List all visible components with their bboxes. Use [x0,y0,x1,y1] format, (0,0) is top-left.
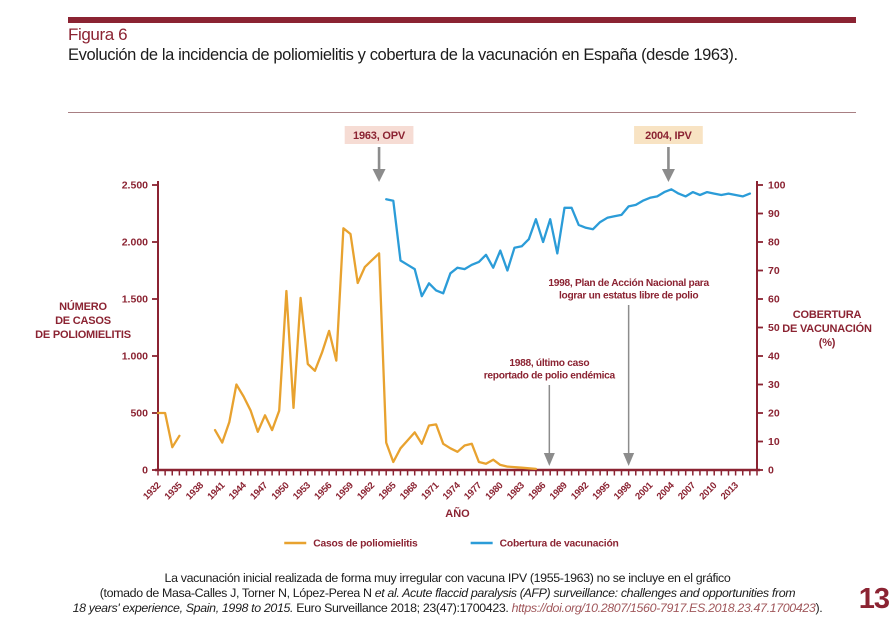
svg-text:1938: 1938 [184,480,206,503]
svg-text:1968: 1968 [397,480,420,503]
caption-text: et al. Acute flaccid paralysis (AFP) surveillance: challenges and opportunities from [374,585,796,600]
x-axis [141,471,757,520]
svg-text:80: 80 [768,236,780,249]
svg-text:40: 40 [768,350,780,363]
svg-text:1971: 1971 [419,480,442,503]
svg-text:100: 100 [768,179,786,192]
svg-text:1944: 1944 [226,480,249,503]
svg-text:1974: 1974 [440,480,463,503]
svg-text:(%): (%) [818,337,836,349]
svg-text:1953: 1953 [290,480,313,503]
svg-text:1998, Plan de Acción Nacional: 1998, Plan de Acción Nacional para [548,278,709,289]
svg-text:DE CASOS: DE CASOS [55,315,111,327]
caption-line-1 [25,571,870,586]
figure-label: Figura 6 [68,25,128,44]
svg-text:10: 10 [768,436,780,448]
caption-text: Euro Surveillance 2018; 23(47):1700423. [293,600,512,615]
svg-text:1950: 1950 [269,480,292,503]
svg-text:1986: 1986 [526,480,549,503]
svg-text:Casos de poliomielitis: Casos de poliomielitis [313,538,418,550]
svg-text:1992: 1992 [569,480,591,503]
y-axis-left [35,180,158,477]
svg-text:1989: 1989 [547,480,570,503]
annotation-1963-opv [345,126,414,182]
svg-text:AÑO: AÑO [445,508,470,520]
svg-text:2004, IPV: 2004, IPV [645,130,692,142]
figure-title: Evolución de la incidencia de poliomielitis y cobertura de la vacunación en España (desde 1963). [68,46,738,64]
page-number: 13 [858,583,889,615]
annotation-2004-ipv [634,126,703,182]
svg-text:2010: 2010 [697,480,720,503]
svg-text:70: 70 [768,265,780,277]
header-rule-bar [68,17,856,23]
svg-text:DE VACUNACIÓN: DE VACUNACIÓN [782,323,872,335]
svg-text:1932: 1932 [141,480,164,503]
svg-text:1977: 1977 [462,480,485,503]
svg-text:0: 0 [768,464,774,477]
svg-text:DE POLIOMIELITIS: DE POLIOMIELITIS [35,329,131,341]
svg-text:1.000: 1.000 [121,350,148,363]
svg-text:1959: 1959 [333,480,356,503]
svg-text:1995: 1995 [590,480,613,503]
title-separator-line [68,112,856,113]
caption-text: La vacunación inicial realizada de forma muy irregular con vacuna IPV (1955-1963) no se incluye en el gráfico [164,571,731,585]
svg-text:60: 60 [768,293,780,306]
caption-text: (tomado de Masa-Calles J, Torner N, López-Perea N [99,585,375,600]
svg-text:0: 0 [142,464,148,477]
y-axis-right [757,180,872,477]
caption-line-2 [25,586,870,601]
svg-text:20: 20 [768,407,780,420]
svg-text:NÚMERO: NÚMERO [59,301,107,313]
svg-text:reportado de polio endémica: reportado de polio endémica [483,370,615,382]
svg-text:2007: 2007 [676,480,698,503]
svg-text:COBERTURA: COBERTURA [792,309,862,321]
svg-text:1947: 1947 [248,480,271,503]
polio-incidence-coverage-chart [0,120,895,565]
svg-text:2013: 2013 [718,480,741,503]
svg-text:1983: 1983 [504,480,527,503]
svg-text:2004: 2004 [654,480,677,503]
svg-text:90: 90 [768,208,780,220]
svg-text:Cobertura de vacunación: Cobertura de vacunación [499,538,619,550]
axes [155,181,760,470]
series-casos-de-poliomielitis [158,228,536,469]
svg-text:1965: 1965 [376,480,399,503]
svg-text:1980: 1980 [483,480,506,503]
legend [284,539,618,550]
svg-text:2.000: 2.000 [121,236,148,249]
svg-text:1998: 1998 [611,480,634,503]
annotation-1988 [484,358,616,466]
svg-text:1956: 1956 [312,480,335,503]
doi-link[interactable]: https://doi.org/10.2807/1560-7917.ES.2018.23.47.1700423 [511,600,816,615]
svg-text:lograr un estatus libre de pol: lograr un estatus libre de polio [559,290,699,302]
svg-text:30: 30 [768,379,780,391]
svg-text:500: 500 [130,407,148,420]
svg-text:2.500: 2.500 [121,179,148,192]
caption-line-3 [25,601,870,616]
svg-text:1935: 1935 [162,480,185,503]
svg-text:1.500: 1.500 [121,293,148,306]
caption-text: ). [815,600,823,615]
svg-text:1962: 1962 [355,480,378,503]
svg-text:1941: 1941 [205,480,228,503]
caption-text: 18 years' experience, Spain, 1998 to 2015. [72,600,294,615]
svg-text:50: 50 [768,322,780,334]
svg-text:1988, último caso: 1988, último caso [509,358,590,369]
svg-text:2001: 2001 [633,480,656,503]
figure-caption [25,571,870,615]
svg-text:1963, OPV: 1963, OPV [353,130,406,142]
